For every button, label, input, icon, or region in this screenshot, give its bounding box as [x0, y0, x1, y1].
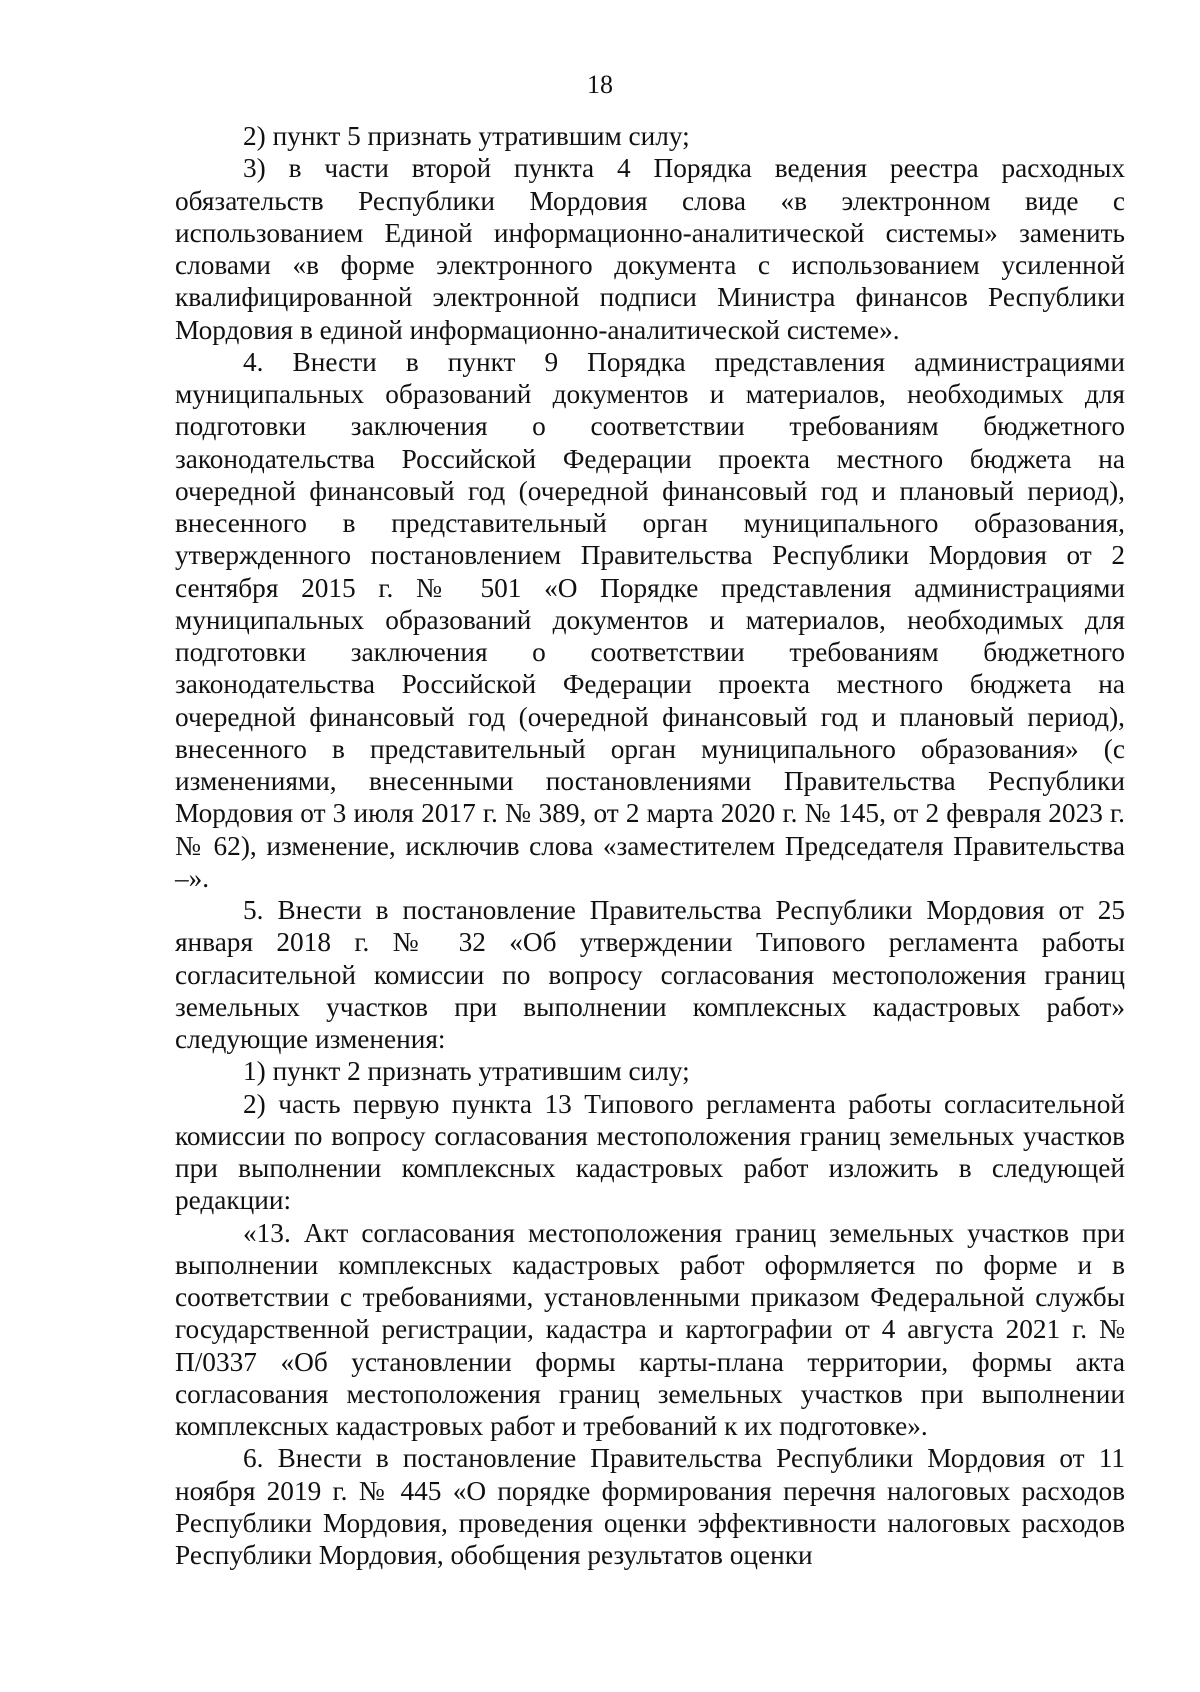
- paragraph: 5. Внести в постановление Правительства Республики Мордовия от 25 января 2018 г. № 32 «Об утверждении Типового регламента работы согласительной комиссии по вопросу согласования местоположения границ земельных участков при выполнении комплексных кадастровых работ» следующие изменения:: [175, 895, 1125, 1054]
- paragraph: 1) пункт 2 признать утратившим силу;: [243, 1056, 690, 1087]
- paragraph: 4. Внести в пункт 9 Порядка представления администрациями муниципальных образований документов и материалов, необходимых для подготовки заключения о соответствии требованиям бюджетного законодательства Российской Федерации проекта местного бюджета на очередной финансовый год (очередной финансовый год и плановый период), внесенного в представительный орган муниципального образования, утвержденного постановлением Правительства Республики Мордовия от 2 сентября 2015 г. № 501 «О Порядке представления администрациями муниципальных образований документов и материалов, необходимых для подготовки заключения о соответствии требованиям бюджетного законодательства Российской Федерации проекта местного бюджета на очередной финансовый год (очередной финансовый год и плановый период), внесенного в представительный орган муниципального образования» (с изменениями, внесенными постановлениями Правительства Республики Мордовия от 3 июля 2017 г. № 389, от 2 марта 2020 г. № 145, от 2 февраля 2023 г. № 62), изменение, исключив слова «заместителем Председателя Правительства –».: [175, 346, 1125, 893]
- paragraph: 6. Внести в постановление Правительства Республики Мордовия от 11 ноября 2019 г. № 445 «О порядке формирования перечня налоговых расходов Республики Мордовия, проведения оценки эффективности налоговых расходов Республики Мордовия, обобщения результатов оценки: [175, 1443, 1125, 1570]
- document-body: [175, 120, 1125, 1571]
- paragraph: 2) часть первую пункта 13 Типового регламента работы согласительной комиссии по вопросу согласования местоположения границ земельных участков при выполнении комплексных кадастровых работ изложить в следующей редакции:: [175, 1088, 1125, 1216]
- page-number: 18: [587, 70, 613, 99]
- paragraph: 2) пункт 5 признать утратившим силу;: [243, 121, 690, 151]
- paragraph: 3) в части второй пункта 4 Порядка ведения реестра расходных обязательств Республики Мордовия слова «в электронном виде с использованием Единой информационно-аналитической системы» заменить словами «в форме электронного документа с использованием усиленной квалифицированной электронной подписи Министра финансов Республики Мордовия в единой информационно-аналитической системе».: [175, 153, 1125, 345]
- paragraph: «13. Акт согласования местоположения границ земельных участков при выполнении комплексных кадастровых работ оформляется по форме и в соответствии с требованиями, установленными приказом Федеральной службы государственной регистрации, кадастра и картографии от 4 августа 2021 г. № П/0337 «Об установлении формы карты-плана территории, формы акта согласования местоположения границ земельных участков при выполнении комплексных кадастровых работ и требований к их подготовке».: [175, 1217, 1125, 1441]
